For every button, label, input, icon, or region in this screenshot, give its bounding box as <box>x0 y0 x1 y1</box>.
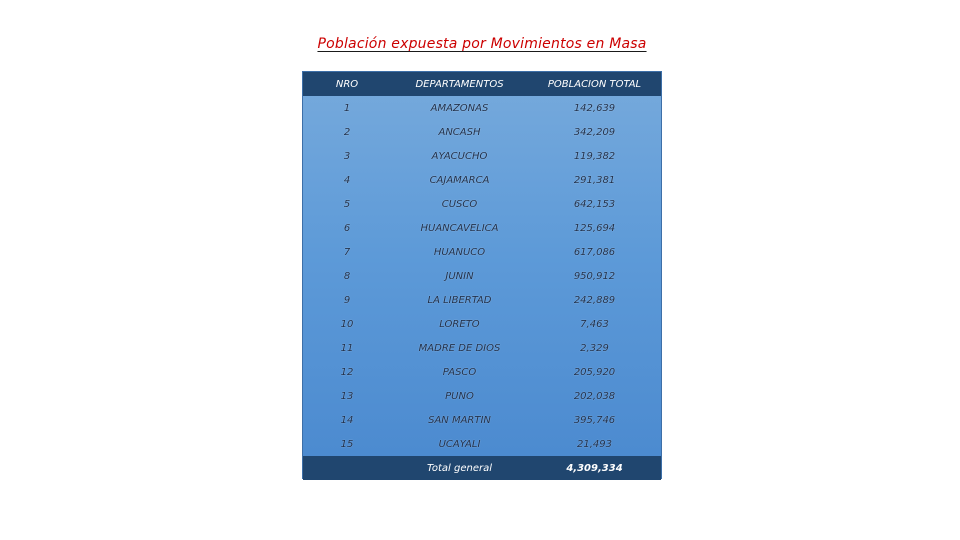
row-poblacion: 2,329 <box>580 342 609 354</box>
table-row <box>303 288 661 312</box>
table-row <box>303 312 661 336</box>
row-poblacion: 617,086 <box>573 246 616 258</box>
table-row <box>303 432 661 456</box>
row-poblacion: 291,381 <box>573 174 616 186</box>
row-nro: 2 <box>343 126 351 138</box>
row-departamento: JUNIN <box>445 270 474 282</box>
table-row <box>303 384 661 408</box>
table-body <box>303 96 661 456</box>
row-departamento: CAJAMARCA <box>429 174 490 186</box>
table-row <box>303 240 661 264</box>
table-header-row <box>303 72 661 96</box>
row-nro: 13 <box>340 390 354 402</box>
table-row <box>303 192 661 216</box>
row-poblacion: 205,920 <box>573 366 616 378</box>
row-departamento: AYACUCHO <box>431 150 488 162</box>
row-nro: 4 <box>343 174 351 186</box>
header-poblacion-total: POBLACION TOTAL <box>547 78 642 90</box>
row-poblacion: 395,746 <box>573 414 616 426</box>
row-nro: 3 <box>343 150 351 162</box>
population-table <box>303 72 661 480</box>
population-table-container <box>302 71 662 479</box>
row-departamento: LORETO <box>439 318 480 330</box>
row-poblacion: 21,493 <box>577 438 612 450</box>
row-departamento: CUSCO <box>441 198 478 210</box>
row-nro: 5 <box>343 198 351 210</box>
table-row <box>303 216 661 240</box>
page-title: Población expuesta por Movimientos en Masa <box>317 36 647 52</box>
table-row <box>303 144 661 168</box>
table-row <box>303 120 661 144</box>
row-departamento: AMAZONAS <box>430 102 489 114</box>
row-nro: 7 <box>343 246 351 258</box>
table-row <box>303 96 661 120</box>
row-poblacion: 950,912 <box>573 270 616 282</box>
total-value: 4,309,334 <box>566 462 623 474</box>
row-nro: 1 <box>343 102 351 114</box>
row-poblacion: 642,153 <box>573 198 616 210</box>
total-label: Total general <box>426 462 492 474</box>
row-departamento: SAN MARTIN <box>428 414 491 426</box>
row-poblacion: 202,038 <box>573 390 616 402</box>
header-nro: NRO <box>335 78 359 90</box>
row-departamento: HUANUCO <box>433 246 486 258</box>
row-nro: 6 <box>343 222 351 234</box>
row-departamento: PUNO <box>445 390 474 402</box>
row-departamento: MADRE DE DIOS <box>418 342 501 354</box>
row-departamento: UCAYALI <box>438 438 481 450</box>
row-nro: 15 <box>340 438 354 450</box>
row-departamento: PASCO <box>442 366 477 378</box>
row-poblacion: 7,463 <box>580 318 609 330</box>
row-nro: 10 <box>340 318 354 330</box>
row-poblacion: 119,382 <box>573 150 616 162</box>
total-empty-cell <box>303 456 391 480</box>
row-departamento: HUANCAVELICA <box>420 222 499 234</box>
table-row <box>303 408 661 432</box>
row-nro: 14 <box>340 414 354 426</box>
row-poblacion: 142,639 <box>573 102 616 114</box>
table-row <box>303 360 661 384</box>
table-row <box>303 168 661 192</box>
row-nro: 8 <box>343 270 351 282</box>
row-departamento: LA LIBERTAD <box>427 294 492 306</box>
row-poblacion: 242,889 <box>573 294 616 306</box>
row-nro: 12 <box>340 366 354 378</box>
row-nro: 9 <box>343 294 351 306</box>
row-departamento: ANCASH <box>438 126 481 138</box>
table-row <box>303 264 661 288</box>
row-poblacion: 342,209 <box>573 126 616 138</box>
header-departamentos: DEPARTAMENTOS <box>415 78 504 90</box>
row-poblacion: 125,694 <box>573 222 616 234</box>
row-nro: 11 <box>340 342 354 354</box>
table-row <box>303 336 661 360</box>
table-total-row <box>303 456 661 480</box>
